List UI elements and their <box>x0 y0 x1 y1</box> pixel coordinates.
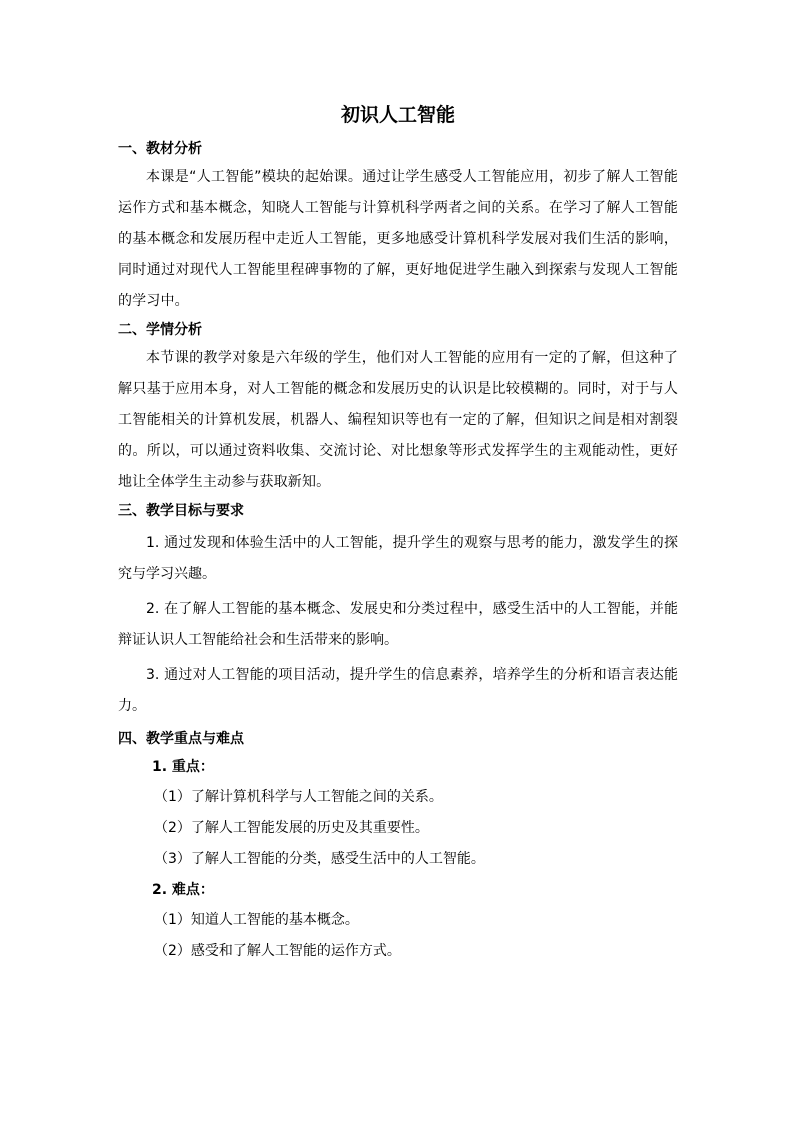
section-paragraph: 本节课的教学对象是六年级的学生，他们对人工智能的应用有一定的了解，但这种了解只基于应用本身，对人工智能的概念和发展历史的认识是比较模糊的。同时，对于与人工智能相关的计算机发展，机器人、编程知识等也有一定的了解，但知识之间是相对割裂的。所以，可以通过资料收集、交流讨论、对比想象等形式发挥学生的主观能动性，更好地让全体学生主动参与获取新知。 <box>118 350 678 490</box>
key-point-item: （3）了解人工智能的分类，感受生活中的人工智能。 <box>154 851 485 867</box>
section-heading: 二、学情分析 <box>118 322 202 338</box>
section-heading: 四、教学重点与难点 <box>118 731 244 747</box>
difficult-point-item: （2）感受和了解人工智能的运作方式。 <box>154 943 401 959</box>
difficult-points-heading: 2. 难点： <box>152 882 214 898</box>
section-textbook-analysis <box>118 136 678 317</box>
section-key-difficult-points <box>118 726 678 967</box>
document-page <box>118 100 678 967</box>
section-teaching-goals <box>118 498 678 722</box>
section-paragraph: 本课是“人工智能”模块的起始课。通过让学生感受人工智能应用，初步了解人工智能运作方式和基本概念，知晓人工智能与计算机科学两者之间的关系。在学习了解人工智能的基本概念和发展历程中走近人工智能，更多地感受计算机科学发展对我们生活的影响，同时通过对现代人工智能里程碑事物的了解，更好地促进学生融入到探索与发现人工智能的学习中。 <box>118 169 678 309</box>
difficult-point-item: （1）知道人工智能的基本概念。 <box>154 912 359 928</box>
goal-item: 2. 在了解人工智能的基本概念、发展史和分类过程中，感受生活中的人工智能，并能辩证认识人工智能给社会和生活带来的影响。 <box>118 601 678 648</box>
goal-item: 1. 通过发现和体验生活中的人工智能，提升学生的观察与思考的能力，激发学生的探究与学习兴趣。 <box>118 535 678 582</box>
section-heading: 一、教材分析 <box>118 141 202 157</box>
section-heading: 三、教学目标与要求 <box>118 503 244 519</box>
document-title: 初识人工智能 <box>340 104 455 126</box>
goal-item: 3. 通过对人工智能的项目活动，提升学生的信息素养，培养学生的分析和语言表达能力。 <box>118 667 678 714</box>
key-points-heading: 1. 重点： <box>152 759 214 775</box>
key-point-item: （2）了解人工智能发展的历史及其重要性。 <box>154 820 429 836</box>
key-point-item: （1）了解计算机科学与人工智能之间的关系。 <box>154 789 443 805</box>
section-student-analysis <box>118 317 678 498</box>
